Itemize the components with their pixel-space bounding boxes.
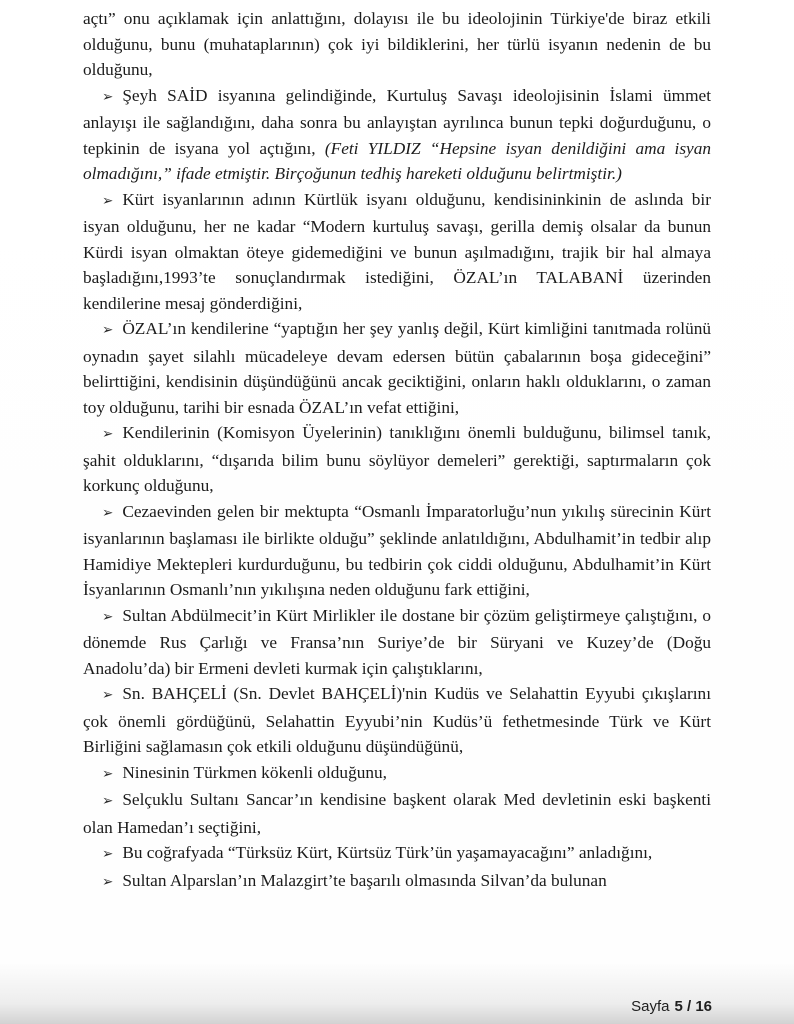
paragraph-text: Cezaevinden gelen bir mektupta “Osmanlı İmparatorluğu’nun yıkılış sürecinin Kürt isyanlarının başlaması ile birlikte olduğu” şeklinde anlatıldığını, Abdulhamit’in tedbir alıp Hamidiye Mektepleri kurdurduğunu, bu tedbirin çok ciddi olduğunu, Abdulhamit’in Kürt İsyanlarının Osmanlı’nın yıkılışına neden olduğunu fark ettiğini, <box>83 501 711 599</box>
page-number-label: Sayfa <box>631 998 670 1015</box>
bullet-item <box>83 840 711 868</box>
bullet-arrow-icon: ➢ <box>102 504 114 521</box>
bullet-item <box>83 83 711 187</box>
paragraph-text: Selçuklu Sultanı Sancar’ın kendisine başkent olarak Med devletinin eski başkenti olan Hamedan’ı seçtiğini, <box>83 790 711 837</box>
bullet-arrow-icon: ➢ <box>102 192 114 209</box>
bullet-item <box>83 787 711 840</box>
paragraph-text: açtı” onu açıklamak için anlattığını, dolayısı ile bu ideolojinin Türkiye'de biraz etkili olduğunu, bunu (muhataplarının) çok iyi bildiklerini, her türlü isyanın nedenin de bu olduğunu, <box>83 9 711 79</box>
paragraph-text: Kürt isyanlarının adının Kürtlük isyanı olduğunu, kendisininkinin de aslında bir isyan olduğunu, her ne kadar “Modern kurtuluş savaşı, gerilla demiş olsalar da bunun Kürdi isyan olmaktan öteye gidemediğini ve bunun aşılmadığını, trajik bir hal almaya başladığını,1993’te sonuçlandırmak istediğini, ÖZAL’ın TALABANİ üzerinden kendilerine mesaj gönderdiğini, <box>83 189 711 313</box>
body-paragraph <box>83 6 711 83</box>
bullet-arrow-icon: ➢ <box>102 687 114 703</box>
page-number-value: 5 / 16 <box>674 998 712 1015</box>
paragraph-text: Sultan Alparslan’ın Malazgirt’te başarılı olmasında Silvan’da bulunan <box>122 870 607 890</box>
paragraph-text: Sultan Abdülmecit’in Kürt Mirlikler ile dostane bir çözüm geliştirmeye çalıştığını, o dönemde Rus Çarlığı ve Fransa’nın Suriye’de bir Süryani ve Kuzey’de (Doğu Anadolu’da) bir Ermeni devleti kurmak için çalıştıklarını, <box>83 605 711 678</box>
bullet-arrow-icon: ➢ <box>102 608 114 625</box>
bullet-arrow-icon: ➢ <box>102 322 114 338</box>
paragraph-text: Şeyh SAİD isyanına gelindiğinde, Kurtuluş Savaşı ideolojisinin İslami ümmet anlayışı ile sağlandığını, daha sonra bu anlayıştan ayrılınca bunun tepki doğurduğunu, o tepkinin de isyana yol açtığını, <box>83 85 711 158</box>
paragraph-italic-text: (Feti YILDIZ “Hepsine isyan denildiğini ama isyan olmadığını,” ifade etmiştir. Birçoğunun tedhiş hareketi olduğunu belirtmiştir.) <box>83 138 711 183</box>
bullet-item <box>83 760 711 788</box>
bullet-item <box>83 603 711 682</box>
bullet-item <box>83 499 711 603</box>
bullet-item <box>83 681 711 760</box>
paragraph-text: ÖZAL’ın kendilerine “yaptığın her şey yanlış değil, Kürt kimliğini tanıtmada rolünü oynadın şayet silahlı mücadeleye devam edersen bütün çabalarının boşa gideceğini” belirttiğini, kendisinin düşündüğünü ancak geciktiğini, onların haklı olduklarını, o zaman toy olduğunu, tarihi bir esnada ÖZAL’ın vefat ettiğini, <box>83 319 711 417</box>
bullet-arrow-icon: ➢ <box>102 765 114 782</box>
document-text-block <box>83 6 711 895</box>
bullet-arrow-icon: ➢ <box>102 873 114 890</box>
bullet-item <box>83 316 711 420</box>
bullet-arrow-icon: ➢ <box>102 426 114 442</box>
paragraph-text: Sn. BAHÇELİ (Sn. Devlet BAHÇELİ)'nin Kudüs ve Selahattin Eyyubi çıkışlarını çok önemli gördüğünü, Selahattin Eyyubi’nin Kudüs’ü fethetmesinde Türk ve Kürt Birliğini sağlamasın çok etkili olduğunu düşündüğünü, <box>83 684 711 756</box>
bullet-arrow-icon: ➢ <box>102 846 114 862</box>
bullet-item <box>83 420 711 499</box>
paragraph-text: Ninesinin Türkmen kökenli olduğunu, <box>122 762 387 782</box>
bullet-arrow-icon: ➢ <box>102 793 114 809</box>
page-footer <box>631 998 712 1015</box>
bullet-item <box>83 868 711 896</box>
bullet-arrow-icon: ➢ <box>102 88 114 105</box>
bullet-item <box>83 187 711 317</box>
paragraph-text: Bu coğrafyada “Türksüz Kürt, Kürtsüz Türk’ün yaşamayacağını” anladığını, <box>122 843 653 862</box>
paragraph-text: Kendilerinin (Komisyon Üyelerinin) tanıklığını önemli bulduğunu, bilimsel tanık, şahit olduklarını, “dışarıda bilim bunu söylüyor demeleri” gerektiği, saptırmaların çok korkunç olduğunu, <box>83 423 711 495</box>
